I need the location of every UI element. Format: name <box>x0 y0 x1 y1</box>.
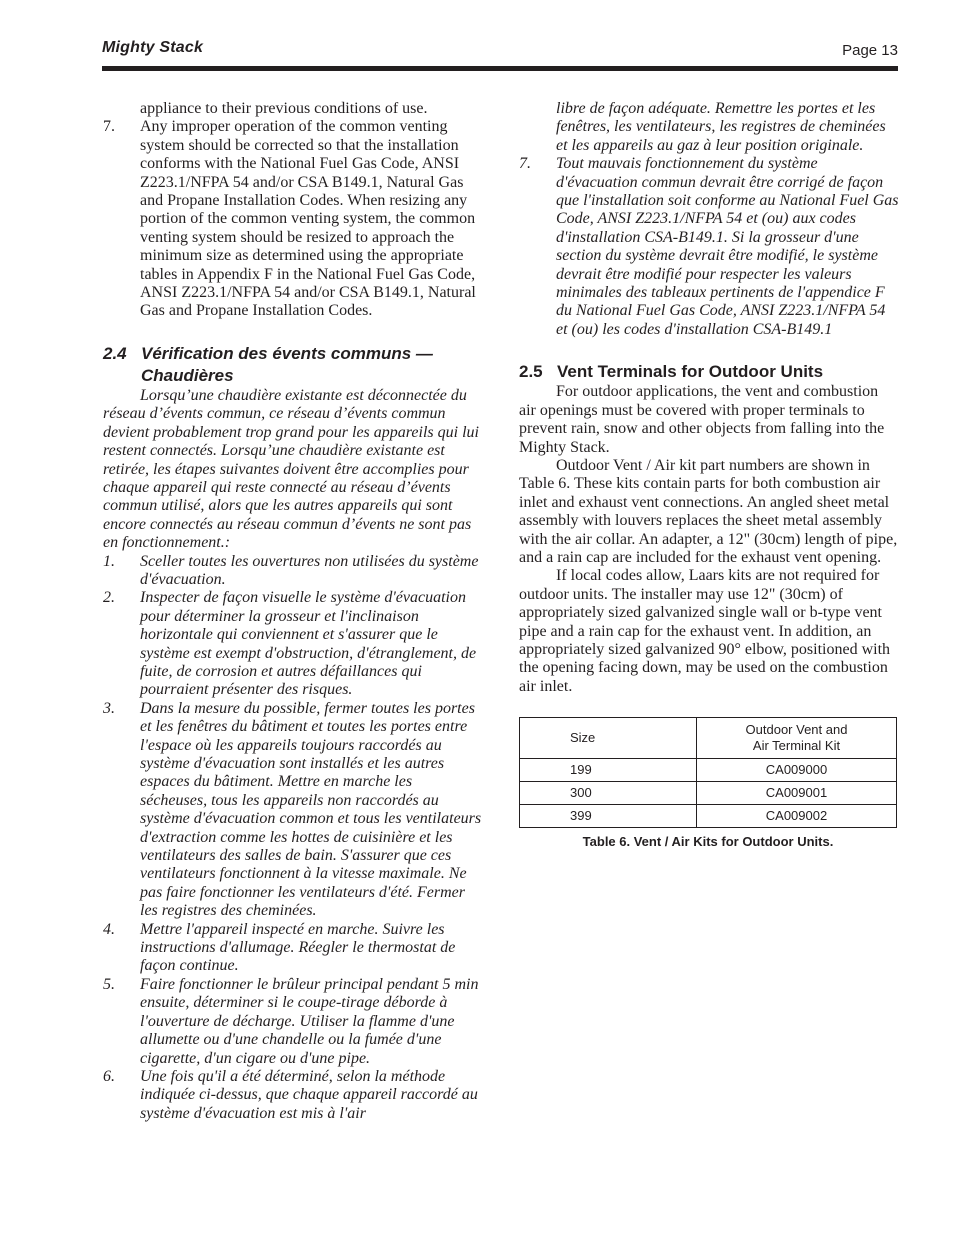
list-item <box>103 921 483 976</box>
list-item <box>103 976 483 1068</box>
item-number: 6. <box>103 1067 115 1085</box>
list-item <box>103 700 483 921</box>
list-item <box>103 553 483 590</box>
item-number: 7. <box>103 118 115 136</box>
column-header-size: Size <box>520 718 697 759</box>
item-number: 4. <box>103 920 115 938</box>
cell-size: 199 <box>520 759 697 782</box>
item-text: Sceller toutes les ouvertures non utilisées du système d'évacuation. <box>140 552 479 588</box>
section-2-4-body <box>103 387 483 1123</box>
section-2-5-heading <box>519 361 899 383</box>
list-item <box>103 1068 483 1123</box>
section-paragraph: For outdoor applications, the vent and combustion air openings must be covered with proper terminals to prevent rain, snow and other objects from falling into the Mighty Stack. <box>519 383 885 456</box>
table-header-row <box>520 718 897 759</box>
item-text: Faire fonctionner le brûleur principal pendant 5 min ensuite, déterminer si le coupe-tirage déborde à l'ouverture de décharge. Utiliser la flamme d'une allumette ou d'une chandelle ou la fumée d'une cigarette, d'un cigare ou d'une pipe. <box>140 975 479 1067</box>
item-number: 3. <box>103 699 115 717</box>
header-kit-line1: Outdoor Vent and <box>745 722 848 738</box>
section-paragraph: Outdoor Vent / Air kit part numbers are shown in Table 6. These kits contain parts for both combustion air inlet and exhaust vent connections. An angled sheet metal assembly with louvers replaces the sheet metal assembly with the air collar. An adapter, a 12" (30cm) length of pipe, and a rain cap are included for the exhaust vent opening. <box>519 456 898 566</box>
list-item-7-fr <box>519 155 899 339</box>
section-title-line1: Vérification des évents communs — <box>141 343 433 363</box>
item-text: Tout mauvais fonctionnement du système d'évacuation commun devrait être corrigé de façon que l'installation soit conforme au National Fuel Gas Code, ANSI Z223.1/NFPA 54 et (ou) aux codes d'installation CSA-B149.1. Si la grosseur d'une section du système devrait être modifié, le système devrait être modifié pour respecter les valeurs minimales des tableaux pertinents de l'appendice F du National Fuel Gas Code, ANSI Z223.1/NFPA 54 et (ou) les codes d'installation CSA-B149.1 <box>556 155 899 338</box>
french-continuation <box>519 100 899 339</box>
page-number: Page 13 <box>842 42 898 59</box>
table-row <box>520 759 897 782</box>
page-header <box>0 0 954 75</box>
item-text: Mettre l'appareil inspecté en marche. Suivre les instructions d'allumage. Réegler le thermostat de façon continue. <box>140 920 456 975</box>
item-text: Dans la mesure du possible, fermer toutes les portes et les fenêtres du bâtiment et toutes les portes entre l'espace où les appareils toujours raccordés au système d'évacuation sont installés et les autres espaces du bâtiment. Mettre en marche les sécheuses, tous les appareils non raccordés au système d'évacuation common et tous les ventilateurs d'extraction comme les hottes de cuisinière et les ventilateurs des salles de bain. S'assurer que ces ventilateurs fonctionnent à la vitesse maximale. Ne pas faire fonctionner les ventilateurs d'été. Fermer les registres des cheminées. <box>140 699 482 920</box>
left-column <box>103 100 483 1123</box>
item-number: 2. <box>103 589 115 607</box>
table-row <box>520 782 897 805</box>
item-text: Inspecter de façon visuelle le système d'évacuation pour déterminer la grosseur et l'inclinaison horizontale qui conviennent et s'assurer que le système est exempt d'obstruction, d'étranglement, de fuite, de corrosion et autres défaillances qui pourraient présenter des risques. <box>140 589 477 699</box>
cell-size: 399 <box>520 805 697 828</box>
kits-table <box>519 717 897 828</box>
table-row <box>520 805 897 828</box>
section-number: 2.5 <box>519 362 543 382</box>
item-text: Une fois qu'il a été déterminé, selon la méthode indiquée ci-dessus, que chaque appareil raccordé au système d'évacuation est mis à l'air <box>140 1067 478 1122</box>
intro-tail: appliance to their previous conditions of use. <box>140 100 428 117</box>
column-header-kit <box>697 718 897 759</box>
item-number: 5. <box>103 975 115 993</box>
section-title: Vent Terminals for Outdoor Units <box>557 362 824 382</box>
cell-kit: CA009002 <box>697 805 897 828</box>
section-title-line2: Chaudières <box>141 365 234 385</box>
cell-kit: CA009001 <box>697 782 897 805</box>
table-caption: Table 6. Vent / Air Kits for Outdoor Units. <box>582 834 834 850</box>
list-item <box>103 589 483 699</box>
section-intro: Lorsqu’une chaudière existante est déconnectée du réseau d’évents commun, ce réseau d’évents commun devient probablement trop grand pour les appareils qui lui restent connectés. Lorsqu’une chaudière existante est retirée, les étapes suivantes doivent être accomplies pour chaque appareil qui reste connecté au réseau d’évents commun utilisé, alors que les autres appareils qui sont encore connectés au réseau commun d’évents ne sont pas en fonctionnement.: <box>103 386 479 552</box>
cell-kit: CA009000 <box>697 759 897 782</box>
header-kit-line2: Air Terminal Kit <box>752 738 841 754</box>
item-text: Any improper operation of the common venting system should be corrected so that the installation conforms with the National Fuel Gas Code, ANSI Z223.1/NFPA 54 and/or CSA B149.1, Natural Gas and Propane Installation Codes. When resizing any portion of the common venting system, the common venting system should be resized to approach the minimum size as determined using the appropriate tables in Appendix F in the National Fuel Gas Code, ANSI Z223.1/NFPA 54 and/or CSA B149.1, Natural Gas and Propane Installation Codes. <box>140 118 476 320</box>
section-2-4-heading <box>103 343 483 387</box>
section-paragraph: If local codes allow, Laars kits are not required for outdoor units. The installer may use 12" (30cm) of appropriately sized galvanized single wall or b-type vent pipe and a rain cap for the exhaust vent. In addition, an appropriately sized galvanized 90° elbow, positioned with the opening facing down, may be used on the combustion air inlet. <box>519 567 891 695</box>
cell-size: 300 <box>520 782 697 805</box>
fr-tail: libre de façon adéquate. Remettre les portes et les fenêtres, les ventilateurs, les registres de cheminées et les appareils au gaz à leur position originale. <box>556 100 886 154</box>
right-column <box>519 100 899 852</box>
section-number: 2.4 <box>103 343 127 363</box>
brand-title: Mighty Stack <box>102 39 204 56</box>
item-number: 1. <box>103 552 115 570</box>
item-number: 7. <box>519 155 531 173</box>
list-item-7 <box>103 118 483 320</box>
header-rule <box>102 66 898 71</box>
